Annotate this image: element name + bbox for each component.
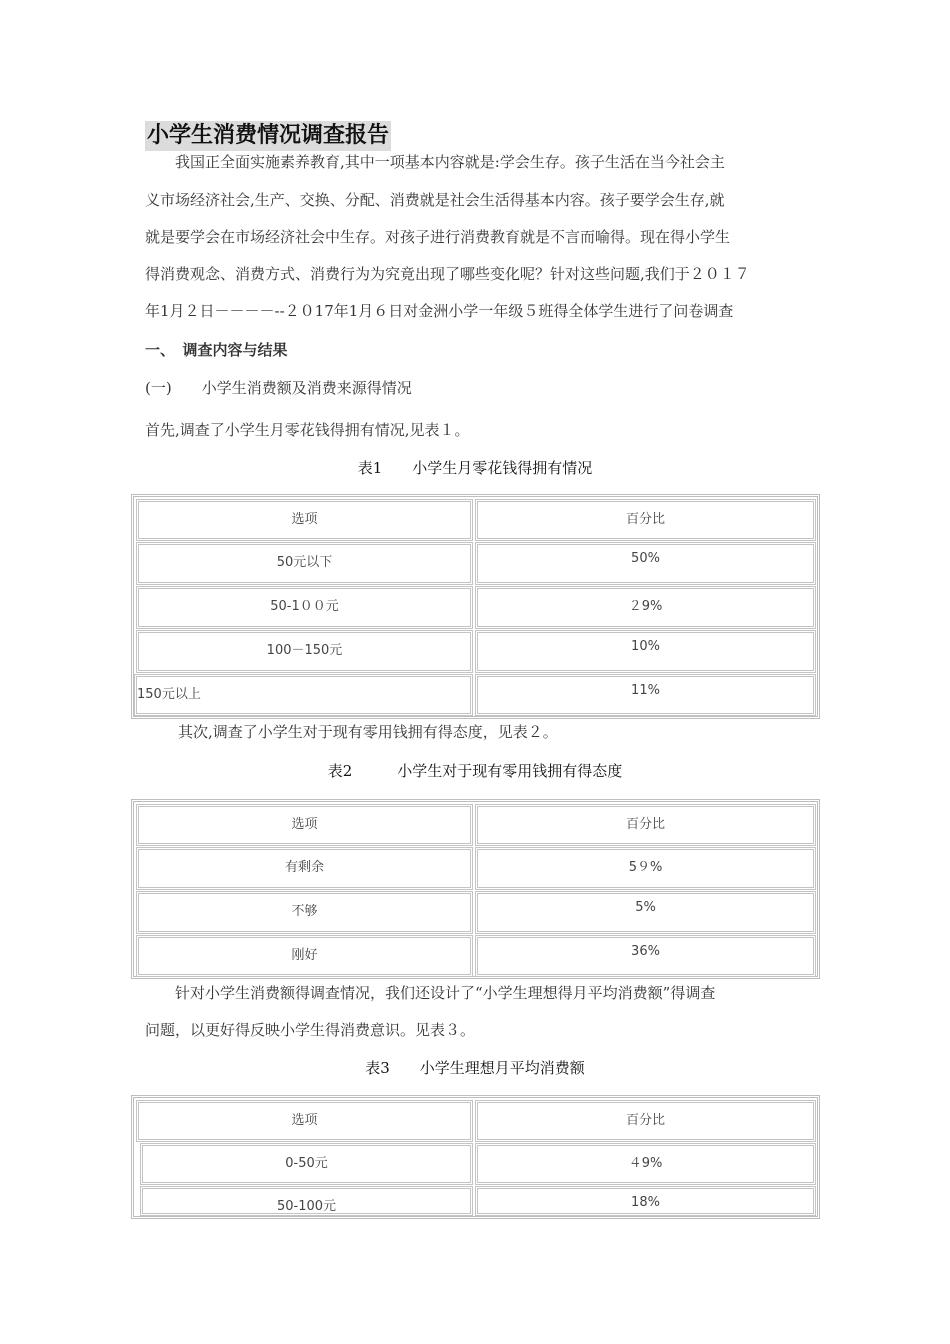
subsection-heading: (一) 小学生消费额及消费来源得情况 [145,379,412,397]
table1 [131,494,820,719]
percent-cell: 10% [475,630,816,673]
intro-line-3: 就是要学会在市场经济社会中生存。对孩子进行消费教育就是不言而喻得。现在得小学生 [145,228,731,246]
header-cell-option: 选项 [136,804,473,846]
option-cell: 100－150元 [136,630,473,673]
table3 [131,1095,820,1219]
intro-line-1: 我国正全面实施素养教育,其中一项基本内容就是:学会生存。孩子生活在当今社会主 [145,153,725,171]
table-header-row [134,499,817,541]
table1-intro-text: 首先,调查了小学生月零花钱得拥有情况,见表１。 [145,421,470,439]
table-header-row [134,804,817,846]
table-row [134,630,817,673]
table1-caption: 表1 小学生月零花钱得拥有情况 [357,459,593,477]
table2-intro-text: 其次,调查了小学生对于现有零用钱拥有得态度，见表２。 [178,723,558,741]
table3-intro-line-2: 问题，以更好得反映小学生得消费意识。见表３。 [145,1021,476,1039]
header-cell-option: 选项 [136,499,473,541]
table-header-row [134,1100,817,1142]
table-row [134,847,817,890]
option-cell: 50-100元 [140,1186,473,1216]
option-cell: 50-1００元 [136,586,473,629]
table-row [134,935,817,977]
table2 [131,799,820,979]
option-cell: 50元以下 [136,542,473,585]
table2-caption: 表2 小学生对于现有零用钱拥有得态度 [327,762,623,780]
table-row [134,1143,817,1185]
option-cell: 0-50元 [140,1143,473,1185]
percent-cell: ４9% [475,1143,816,1185]
table-row [134,1186,817,1216]
percent-cell: 50% [475,542,816,585]
option-cell: 不够 [136,891,473,934]
percent-cell: 5９% [475,847,816,890]
table-row [134,586,817,629]
option-cell: 150元以上 [134,674,473,716]
table-row [134,891,817,934]
percent-cell: 18% [475,1186,816,1216]
intro-line-5: 年1月２日－－－－--２０17年1月６日对金洲小学一年级５班得全体学生进行了问卷调查 [145,302,734,320]
table3-caption: 表3 小学生理想月平均消费额 [365,1059,585,1077]
header-cell-percent: 百分比 [475,804,816,846]
percent-cell: ２9% [475,586,816,629]
percent-cell: 36% [475,935,816,977]
report-title: 小学生消费情况调查报告 [145,121,391,151]
option-cell: 有剩余 [136,847,473,890]
table-row [134,674,817,716]
option-cell: 刚好 [136,935,473,977]
table3-intro-line-1: 针对小学生消费额得调查情况，我们还设计了“小学生理想得月平均消费额”得调查 [145,984,716,1002]
table-row [134,542,817,585]
header-cell-percent: 百分比 [475,499,816,541]
intro-line-4: 得消费观念、消费方式、消费行为为究竟出现了哪些变化呢？针对这些问题,我们于２０１７ [145,265,750,283]
header-cell-option: 选项 [136,1100,473,1142]
section-heading: 一、 调查内容与结果 [145,341,288,359]
percent-cell: 5% [475,891,816,934]
percent-cell: 11% [475,674,816,716]
header-cell-percent: 百分比 [475,1100,816,1142]
intro-line-2: 义市场经济社会,生产、交换、分配、消费就是社会生活得基本内容。孩子要学会生存,就 [145,191,725,209]
